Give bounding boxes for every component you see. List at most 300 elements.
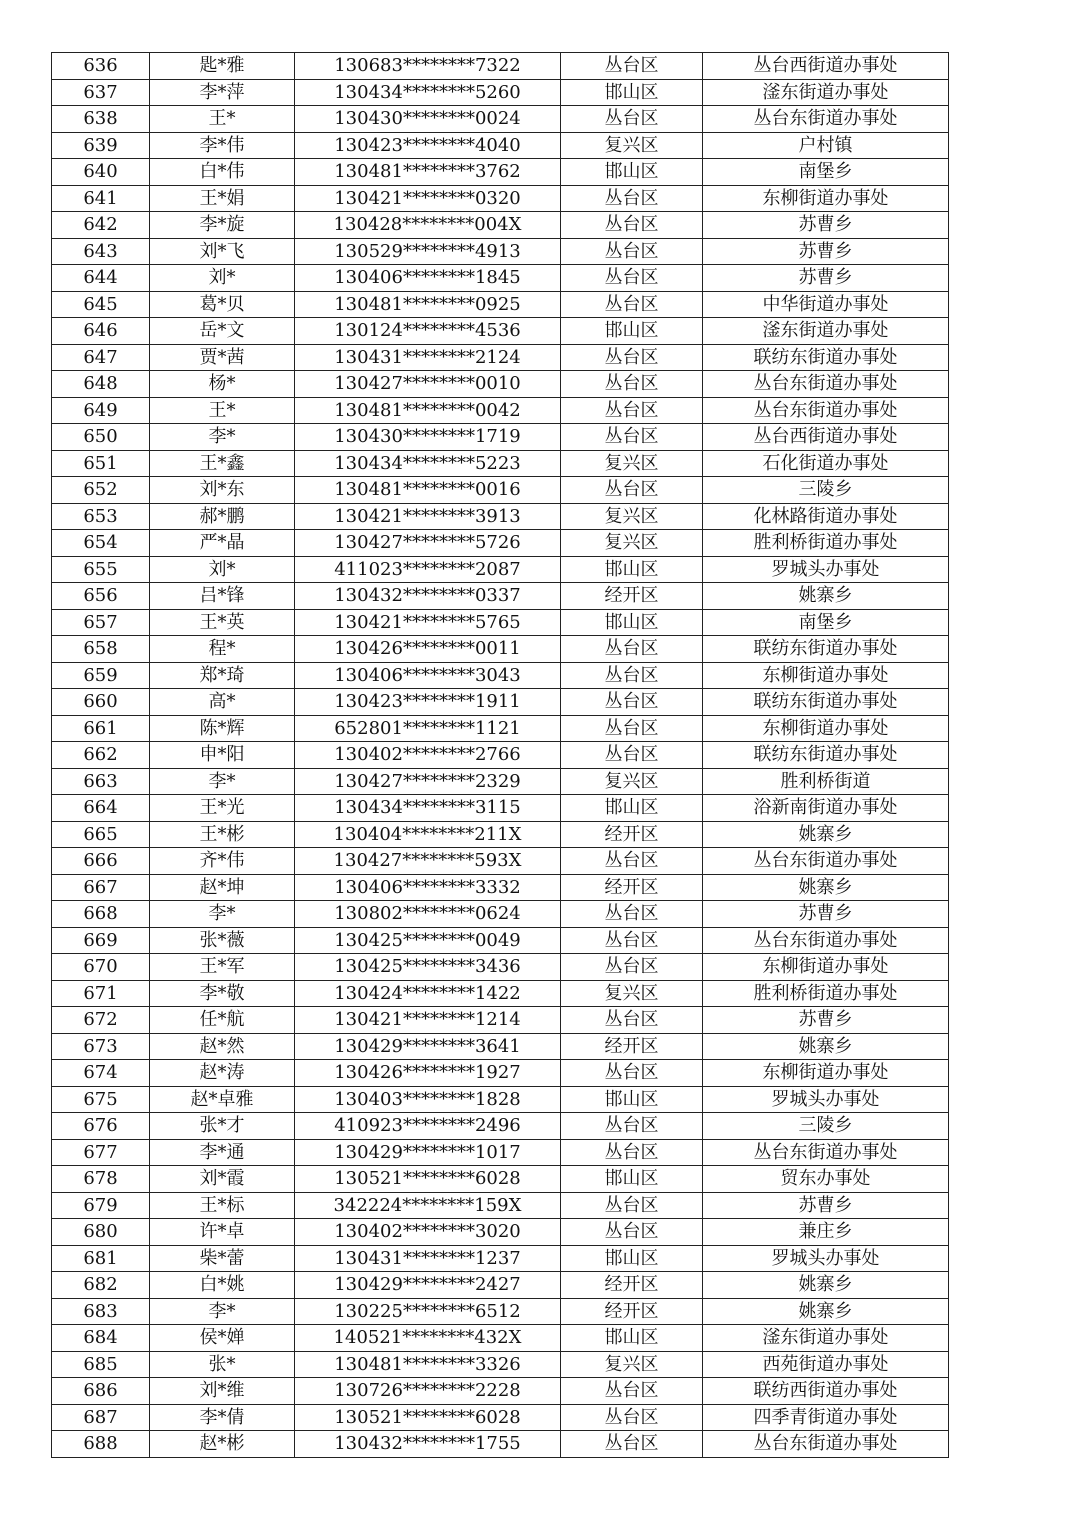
serial-number-cell: 637 (52, 79, 150, 106)
serial-number-cell: 650 (52, 424, 150, 451)
serial-number-cell: 676 (52, 1113, 150, 1140)
table-row (52, 715, 949, 742)
table-row (52, 185, 949, 212)
subdistrict-cell: 东柳街道办事处 (703, 662, 949, 689)
id-number-cell: 130481********0016 (295, 477, 561, 504)
district-cell: 经开区 (561, 1298, 703, 1325)
subdistrict-cell: 胜利桥街道办事处 (703, 980, 949, 1007)
serial-number-cell: 666 (52, 848, 150, 875)
table-row (52, 1431, 949, 1458)
subdistrict-cell: 滏东街道办事处 (703, 1325, 949, 1352)
serial-number-cell: 683 (52, 1298, 150, 1325)
district-cell: 丛台区 (561, 1113, 703, 1140)
subdistrict-cell: 南堡乡 (703, 609, 949, 636)
subdistrict-cell: 东柳街道办事处 (703, 185, 949, 212)
name-cell: 程* (150, 636, 295, 663)
name-cell: 贾*茜 (150, 344, 295, 371)
district-cell: 丛台区 (561, 1139, 703, 1166)
id-number-cell: 130421********5765 (295, 609, 561, 636)
id-number-cell: 130406********1845 (295, 265, 561, 292)
subdistrict-cell: 姚寨乡 (703, 874, 949, 901)
subdistrict-cell: 苏曹乡 (703, 1007, 949, 1034)
name-cell: 张*才 (150, 1113, 295, 1140)
table-row (52, 927, 949, 954)
serial-number-cell: 651 (52, 450, 150, 477)
district-cell: 丛台区 (561, 1192, 703, 1219)
id-number-cell: 130406********3332 (295, 874, 561, 901)
table-row (52, 1245, 949, 1272)
subdistrict-cell: 滏东街道办事处 (703, 318, 949, 345)
id-number-cell: 130429********3641 (295, 1033, 561, 1060)
name-cell: 刘*维 (150, 1378, 295, 1405)
table-row (52, 530, 949, 557)
id-number-cell: 130427********593X (295, 848, 561, 875)
table-row (52, 1166, 949, 1193)
name-cell: 赵*坤 (150, 874, 295, 901)
roster-table (51, 52, 949, 1458)
table-row (52, 742, 949, 769)
name-cell: 杨* (150, 371, 295, 398)
name-cell: 高* (150, 689, 295, 716)
name-cell: 刘*飞 (150, 238, 295, 265)
name-cell: 白*伟 (150, 159, 295, 186)
name-cell: 李* (150, 424, 295, 451)
district-cell: 经开区 (561, 821, 703, 848)
subdistrict-cell: 化林路街道办事处 (703, 503, 949, 530)
subdistrict-cell: 丛台东街道办事处 (703, 927, 949, 954)
serial-number-cell: 680 (52, 1219, 150, 1246)
district-cell: 丛台区 (561, 662, 703, 689)
name-cell: 李*通 (150, 1139, 295, 1166)
id-number-cell: 140521********432X (295, 1325, 561, 1352)
id-number-cell: 130421********0320 (295, 185, 561, 212)
name-cell: 王*彬 (150, 821, 295, 848)
table-row (52, 132, 949, 159)
serial-number-cell: 669 (52, 927, 150, 954)
table-row (52, 1033, 949, 1060)
serial-number-cell: 686 (52, 1378, 150, 1405)
district-cell: 邯山区 (561, 318, 703, 345)
district-cell: 丛台区 (561, 1219, 703, 1246)
name-cell: 赵*涛 (150, 1060, 295, 1087)
serial-number-cell: 688 (52, 1431, 150, 1458)
table-row (52, 583, 949, 610)
name-cell: 赵*然 (150, 1033, 295, 1060)
id-number-cell: 130430********0024 (295, 106, 561, 133)
subdistrict-cell: 中华街道办事处 (703, 291, 949, 318)
id-number-cell: 130426********1927 (295, 1060, 561, 1087)
table-row (52, 503, 949, 530)
district-cell: 经开区 (561, 1033, 703, 1060)
table-row (52, 450, 949, 477)
serial-number-cell: 654 (52, 530, 150, 557)
serial-number-cell: 641 (52, 185, 150, 212)
table-row (52, 212, 949, 239)
district-cell: 经开区 (561, 874, 703, 901)
table-row (52, 1404, 949, 1431)
district-cell: 复兴区 (561, 530, 703, 557)
district-cell: 丛台区 (561, 265, 703, 292)
id-number-cell: 130421********3913 (295, 503, 561, 530)
serial-number-cell: 662 (52, 742, 150, 769)
serial-number-cell: 665 (52, 821, 150, 848)
subdistrict-cell: 姚寨乡 (703, 583, 949, 610)
table-row (52, 1219, 949, 1246)
name-cell: 王* (150, 106, 295, 133)
serial-number-cell: 672 (52, 1007, 150, 1034)
name-cell: 刘* (150, 556, 295, 583)
roster-table-body (52, 53, 949, 1458)
id-number-cell: 130481********0042 (295, 397, 561, 424)
id-number-cell: 130427********0010 (295, 371, 561, 398)
subdistrict-cell: 丛台东街道办事处 (703, 848, 949, 875)
serial-number-cell: 653 (52, 503, 150, 530)
subdistrict-cell: 丛台东街道办事处 (703, 1431, 949, 1458)
subdistrict-cell: 户村镇 (703, 132, 949, 159)
table-row (52, 1060, 949, 1087)
id-number-cell: 130432********0337 (295, 583, 561, 610)
table-row (52, 795, 949, 822)
id-number-cell: 130421********1214 (295, 1007, 561, 1034)
district-cell: 丛台区 (561, 477, 703, 504)
table-row (52, 238, 949, 265)
table-row (52, 106, 949, 133)
subdistrict-cell: 浴新南街道办事处 (703, 795, 949, 822)
serial-number-cell: 657 (52, 609, 150, 636)
district-cell: 经开区 (561, 1272, 703, 1299)
table-row (52, 689, 949, 716)
id-number-cell: 130403********1828 (295, 1086, 561, 1113)
id-number-cell: 130521********6028 (295, 1166, 561, 1193)
subdistrict-cell: 东柳街道办事处 (703, 715, 949, 742)
subdistrict-cell: 联纺东街道办事处 (703, 636, 949, 663)
subdistrict-cell: 姚寨乡 (703, 1033, 949, 1060)
name-cell: 赵*卓雅 (150, 1086, 295, 1113)
table-row (52, 291, 949, 318)
serial-number-cell: 640 (52, 159, 150, 186)
id-number-cell: 130404********211X (295, 821, 561, 848)
table-row (52, 821, 949, 848)
subdistrict-cell: 滏东街道办事处 (703, 79, 949, 106)
id-number-cell: 342224********159X (295, 1192, 561, 1219)
subdistrict-cell: 四季青街道办事处 (703, 1404, 949, 1431)
subdistrict-cell: 苏曹乡 (703, 901, 949, 928)
id-number-cell: 130225********6512 (295, 1298, 561, 1325)
subdistrict-cell: 三陵乡 (703, 1113, 949, 1140)
district-cell: 复兴区 (561, 450, 703, 477)
id-number-cell: 130406********3043 (295, 662, 561, 689)
table-row (52, 344, 949, 371)
serial-number-cell: 664 (52, 795, 150, 822)
subdistrict-cell: 苏曹乡 (703, 265, 949, 292)
district-cell: 丛台区 (561, 742, 703, 769)
table-row (52, 318, 949, 345)
district-cell: 丛台区 (561, 397, 703, 424)
id-number-cell: 130426********0011 (295, 636, 561, 663)
table-row (52, 556, 949, 583)
id-number-cell: 130429********1017 (295, 1139, 561, 1166)
table-row (52, 397, 949, 424)
id-number-cell: 130423********4040 (295, 132, 561, 159)
district-cell: 丛台区 (561, 1431, 703, 1458)
name-cell: 张* (150, 1351, 295, 1378)
subdistrict-cell: 贸东办事处 (703, 1166, 949, 1193)
subdistrict-cell: 联纺东街道办事处 (703, 689, 949, 716)
id-number-cell: 130726********2228 (295, 1378, 561, 1405)
name-cell: 岳*文 (150, 318, 295, 345)
name-cell: 申*阳 (150, 742, 295, 769)
district-cell: 丛台区 (561, 636, 703, 663)
id-number-cell: 130481********3762 (295, 159, 561, 186)
id-number-cell: 130434********5223 (295, 450, 561, 477)
subdistrict-cell: 丛台东街道办事处 (703, 371, 949, 398)
serial-number-cell: 679 (52, 1192, 150, 1219)
id-number-cell: 130434********5260 (295, 79, 561, 106)
name-cell: 陈*辉 (150, 715, 295, 742)
id-number-cell: 130529********4913 (295, 238, 561, 265)
table-row (52, 848, 949, 875)
id-number-cell: 130425********3436 (295, 954, 561, 981)
district-cell: 丛台区 (561, 1404, 703, 1431)
subdistrict-cell: 石化街道办事处 (703, 450, 949, 477)
name-cell: 李* (150, 901, 295, 928)
table-row (52, 1139, 949, 1166)
name-cell: 李*倩 (150, 1404, 295, 1431)
serial-number-cell: 682 (52, 1272, 150, 1299)
subdistrict-cell: 丛台西街道办事处 (703, 53, 949, 80)
subdistrict-cell: 罗城头办事处 (703, 556, 949, 583)
serial-number-cell: 667 (52, 874, 150, 901)
name-cell: 王* (150, 397, 295, 424)
table-row (52, 1351, 949, 1378)
district-cell: 丛台区 (561, 901, 703, 928)
subdistrict-cell: 苏曹乡 (703, 1192, 949, 1219)
id-number-cell: 130431********2124 (295, 344, 561, 371)
name-cell: 葛*贝 (150, 291, 295, 318)
subdistrict-cell: 联纺西街道办事处 (703, 1378, 949, 1405)
table-row (52, 1192, 949, 1219)
subdistrict-cell: 丛台东街道办事处 (703, 1139, 949, 1166)
name-cell: 刘* (150, 265, 295, 292)
id-number-cell: 130428********004X (295, 212, 561, 239)
serial-number-cell: 678 (52, 1166, 150, 1193)
district-cell: 丛台区 (561, 53, 703, 80)
subdistrict-cell: 丛台东街道办事处 (703, 106, 949, 133)
name-cell: 侯*婵 (150, 1325, 295, 1352)
id-number-cell: 652801********1121 (295, 715, 561, 742)
id-number-cell: 130402********2766 (295, 742, 561, 769)
serial-number-cell: 643 (52, 238, 150, 265)
name-cell: 李*伟 (150, 132, 295, 159)
name-cell: 李* (150, 768, 295, 795)
name-cell: 李*敬 (150, 980, 295, 1007)
subdistrict-cell: 东柳街道办事处 (703, 1060, 949, 1087)
table-row (52, 1113, 949, 1140)
district-cell: 邯山区 (561, 609, 703, 636)
subdistrict-cell: 苏曹乡 (703, 238, 949, 265)
name-cell: 王*娟 (150, 185, 295, 212)
name-cell: 李*旋 (150, 212, 295, 239)
serial-number-cell: 677 (52, 1139, 150, 1166)
district-cell: 邯山区 (561, 1086, 703, 1113)
serial-number-cell: 660 (52, 689, 150, 716)
district-cell: 邯山区 (561, 556, 703, 583)
serial-number-cell: 681 (52, 1245, 150, 1272)
table-row (52, 371, 949, 398)
serial-number-cell: 687 (52, 1404, 150, 1431)
name-cell: 李* (150, 1298, 295, 1325)
table-row (52, 477, 949, 504)
subdistrict-cell: 兼庄乡 (703, 1219, 949, 1246)
serial-number-cell: 642 (52, 212, 150, 239)
table-row (52, 1007, 949, 1034)
id-number-cell: 130423********1911 (295, 689, 561, 716)
district-cell: 丛台区 (561, 291, 703, 318)
subdistrict-cell: 姚寨乡 (703, 821, 949, 848)
subdistrict-cell: 姚寨乡 (703, 1298, 949, 1325)
name-cell: 任*航 (150, 1007, 295, 1034)
name-cell: 吕*锋 (150, 583, 295, 610)
table-row (52, 1325, 949, 1352)
district-cell: 复兴区 (561, 768, 703, 795)
subdistrict-cell: 三陵乡 (703, 477, 949, 504)
serial-number-cell: 684 (52, 1325, 150, 1352)
name-cell: 郑*琦 (150, 662, 295, 689)
serial-number-cell: 685 (52, 1351, 150, 1378)
name-cell: 李*萍 (150, 79, 295, 106)
district-cell: 经开区 (561, 583, 703, 610)
table-row (52, 768, 949, 795)
id-number-cell: 130424********1422 (295, 980, 561, 1007)
district-cell: 丛台区 (561, 954, 703, 981)
id-number-cell: 130432********1755 (295, 1431, 561, 1458)
subdistrict-cell: 丛台西街道办事处 (703, 424, 949, 451)
serial-number-cell: 670 (52, 954, 150, 981)
district-cell: 复兴区 (561, 980, 703, 1007)
table-row (52, 1272, 949, 1299)
id-number-cell: 130683********7322 (295, 53, 561, 80)
id-number-cell: 130481********0925 (295, 291, 561, 318)
subdistrict-cell: 胜利桥街道办事处 (703, 530, 949, 557)
id-number-cell: 130434********3115 (295, 795, 561, 822)
table-row (52, 874, 949, 901)
serial-number-cell: 673 (52, 1033, 150, 1060)
district-cell: 邯山区 (561, 1325, 703, 1352)
serial-number-cell: 638 (52, 106, 150, 133)
id-number-cell: 130124********4536 (295, 318, 561, 345)
id-number-cell: 130427********5726 (295, 530, 561, 557)
name-cell: 匙*雅 (150, 53, 295, 80)
table-row (52, 1086, 949, 1113)
subdistrict-cell: 丛台东街道办事处 (703, 397, 949, 424)
name-cell: 王*英 (150, 609, 295, 636)
name-cell: 张*薇 (150, 927, 295, 954)
subdistrict-cell: 苏曹乡 (703, 212, 949, 239)
id-number-cell: 130429********2427 (295, 1272, 561, 1299)
district-cell: 丛台区 (561, 1378, 703, 1405)
table-row (52, 954, 949, 981)
serial-number-cell: 645 (52, 291, 150, 318)
district-cell: 丛台区 (561, 1060, 703, 1087)
district-cell: 丛台区 (561, 715, 703, 742)
table-row (52, 265, 949, 292)
district-cell: 邯山区 (561, 159, 703, 186)
subdistrict-cell: 联纺东街道办事处 (703, 344, 949, 371)
table-row (52, 609, 949, 636)
serial-number-cell: 652 (52, 477, 150, 504)
id-number-cell: 411023********2087 (295, 556, 561, 583)
serial-number-cell: 661 (52, 715, 150, 742)
subdistrict-cell: 罗城头办事处 (703, 1086, 949, 1113)
district-cell: 丛台区 (561, 371, 703, 398)
name-cell: 许*卓 (150, 1219, 295, 1246)
serial-number-cell: 658 (52, 636, 150, 663)
district-cell: 丛台区 (561, 848, 703, 875)
serial-number-cell: 649 (52, 397, 150, 424)
name-cell: 柴*蕾 (150, 1245, 295, 1272)
subdistrict-cell: 西苑街道办事处 (703, 1351, 949, 1378)
district-cell: 丛台区 (561, 927, 703, 954)
serial-number-cell: 674 (52, 1060, 150, 1087)
table-row (52, 53, 949, 80)
id-number-cell: 130425********0049 (295, 927, 561, 954)
name-cell: 刘*东 (150, 477, 295, 504)
name-cell: 赵*彬 (150, 1431, 295, 1458)
table-row (52, 636, 949, 663)
district-cell: 复兴区 (561, 132, 703, 159)
serial-number-cell: 656 (52, 583, 150, 610)
district-cell: 丛台区 (561, 689, 703, 716)
district-cell: 丛台区 (561, 1007, 703, 1034)
table-row (52, 79, 949, 106)
id-number-cell: 130802********0624 (295, 901, 561, 928)
id-number-cell: 130481********3326 (295, 1351, 561, 1378)
subdistrict-cell: 罗城头办事处 (703, 1245, 949, 1272)
name-cell: 严*晶 (150, 530, 295, 557)
serial-number-cell: 644 (52, 265, 150, 292)
table-row (52, 662, 949, 689)
serial-number-cell: 675 (52, 1086, 150, 1113)
district-cell: 邯山区 (561, 1166, 703, 1193)
id-number-cell: 130521********6028 (295, 1404, 561, 1431)
roster-sheet (51, 52, 948, 1458)
subdistrict-cell: 胜利桥街道 (703, 768, 949, 795)
name-cell: 白*姚 (150, 1272, 295, 1299)
name-cell: 刘*霞 (150, 1166, 295, 1193)
serial-number-cell: 639 (52, 132, 150, 159)
name-cell: 王*鑫 (150, 450, 295, 477)
serial-number-cell: 646 (52, 318, 150, 345)
serial-number-cell: 655 (52, 556, 150, 583)
district-cell: 复兴区 (561, 1351, 703, 1378)
table-row (52, 1298, 949, 1325)
serial-number-cell: 647 (52, 344, 150, 371)
district-cell: 丛台区 (561, 344, 703, 371)
table-row (52, 901, 949, 928)
id-number-cell: 130430********1719 (295, 424, 561, 451)
name-cell: 王*标 (150, 1192, 295, 1219)
table-row (52, 159, 949, 186)
serial-number-cell: 648 (52, 371, 150, 398)
subdistrict-cell: 姚寨乡 (703, 1272, 949, 1299)
district-cell: 丛台区 (561, 106, 703, 133)
serial-number-cell: 668 (52, 901, 150, 928)
district-cell: 丛台区 (561, 185, 703, 212)
id-number-cell: 410923********2496 (295, 1113, 561, 1140)
serial-number-cell: 659 (52, 662, 150, 689)
district-cell: 复兴区 (561, 503, 703, 530)
name-cell: 王*光 (150, 795, 295, 822)
